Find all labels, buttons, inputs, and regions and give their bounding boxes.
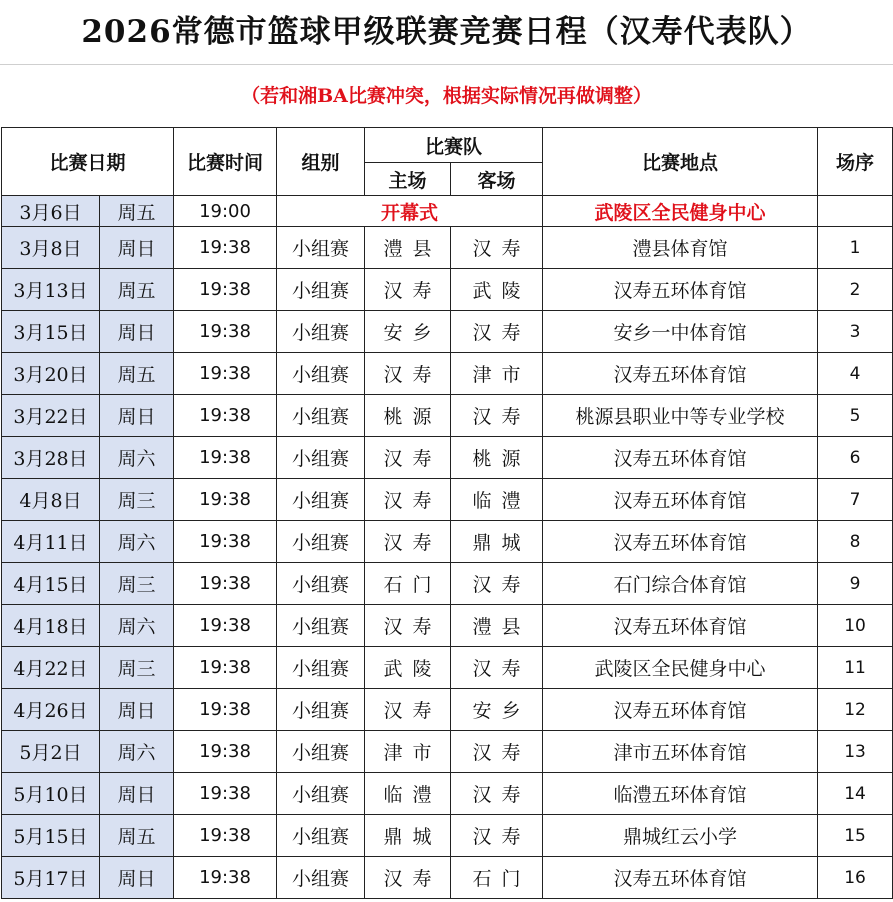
schedule-table [1, 127, 893, 899]
date-cell: 3月22日 [2, 395, 100, 437]
away-team-cell: 汉寿 [451, 563, 543, 605]
time-cell: 19:38 [174, 353, 277, 395]
table-row [2, 605, 893, 647]
header-date: 比赛日期 [2, 128, 174, 196]
table-row [2, 395, 893, 437]
weekday-cell: 周五 [100, 269, 174, 311]
date-cell: 4月15日 [2, 563, 100, 605]
ceremony-name: 开幕式 [277, 196, 543, 227]
time-cell: 19:38 [174, 269, 277, 311]
time-cell: 19:38 [174, 731, 277, 773]
away-team-cell: 汉寿 [451, 773, 543, 815]
home-team-cell: 桃源 [365, 395, 451, 437]
order-cell: 15 [818, 815, 893, 857]
header-home: 主场 [365, 163, 451, 196]
home-team-cell: 汉寿 [365, 353, 451, 395]
table-row [2, 479, 893, 521]
weekday-cell: 周日 [100, 689, 174, 731]
group-cell: 小组赛 [277, 563, 365, 605]
time-cell: 19:38 [174, 395, 277, 437]
weekday-cell: 周五 [100, 815, 174, 857]
order-cell: 4 [818, 353, 893, 395]
venue-cell: 汉寿五环体育馆 [543, 521, 818, 563]
time-cell: 19:38 [174, 689, 277, 731]
header-away: 客场 [451, 163, 543, 196]
time-cell: 19:38 [174, 521, 277, 563]
time-cell: 19:38 [174, 605, 277, 647]
time-cell: 19:38 [174, 311, 277, 353]
time-cell: 19:38 [174, 773, 277, 815]
venue-cell: 津市五环体育馆 [543, 731, 818, 773]
header-group: 组别 [277, 128, 365, 196]
table-row [2, 353, 893, 395]
venue-cell: 汉寿五环体育馆 [543, 437, 818, 479]
order-cell: 5 [818, 395, 893, 437]
group-cell: 小组赛 [277, 773, 365, 815]
home-team-cell: 汉寿 [365, 437, 451, 479]
home-team-cell: 石门 [365, 563, 451, 605]
home-team-cell: 汉寿 [365, 605, 451, 647]
date-cell: 3月13日 [2, 269, 100, 311]
order-cell: 11 [818, 647, 893, 689]
date-cell: 4月18日 [2, 605, 100, 647]
weekday-cell: 周日 [100, 395, 174, 437]
away-team-cell: 汉寿 [451, 815, 543, 857]
venue-cell: 汉寿五环体育馆 [543, 857, 818, 899]
weekday-cell: 周五 [100, 196, 174, 227]
date-cell: 3月6日 [2, 196, 100, 227]
group-cell: 小组赛 [277, 647, 365, 689]
weekday-cell: 周六 [100, 437, 174, 479]
weekday-cell: 周日 [100, 227, 174, 269]
table-row [2, 731, 893, 773]
table-row [2, 857, 893, 899]
away-team-cell: 临澧 [451, 479, 543, 521]
time-cell: 19:38 [174, 437, 277, 479]
group-cell: 小组赛 [277, 353, 365, 395]
header-venue: 比赛地点 [543, 128, 818, 196]
venue-cell: 桃源县职业中等专业学校 [543, 395, 818, 437]
date-cell: 5月17日 [2, 857, 100, 899]
away-team-cell: 汉寿 [451, 311, 543, 353]
table-row [2, 227, 893, 269]
date-cell: 4月22日 [2, 647, 100, 689]
venue-cell: 武陵区全民健身中心 [543, 647, 818, 689]
order-cell: 10 [818, 605, 893, 647]
table-row [2, 647, 893, 689]
date-cell: 3月20日 [2, 353, 100, 395]
group-cell: 小组赛 [277, 227, 365, 269]
venue-cell: 安乡一中体育馆 [543, 311, 818, 353]
away-team-cell: 鼎城 [451, 521, 543, 563]
time-cell: 19:38 [174, 479, 277, 521]
home-team-cell: 汉寿 [365, 269, 451, 311]
weekday-cell: 周三 [100, 563, 174, 605]
group-cell: 小组赛 [277, 311, 365, 353]
away-team-cell: 津市 [451, 353, 543, 395]
group-cell: 小组赛 [277, 815, 365, 857]
opening-ceremony-row [2, 196, 893, 227]
home-team-cell: 安乡 [365, 311, 451, 353]
home-team-cell: 鼎城 [365, 815, 451, 857]
page-title: 2026常德市篮球甲级联赛竞赛日程（汉寿代表队） [0, 0, 893, 65]
ceremony-venue: 武陵区全民健身中心 [543, 196, 818, 227]
order-cell: 14 [818, 773, 893, 815]
away-team-cell: 汉寿 [451, 647, 543, 689]
date-cell: 5月15日 [2, 815, 100, 857]
weekday-cell: 周六 [100, 605, 174, 647]
home-team-cell: 临澧 [365, 773, 451, 815]
venue-cell: 鼎城红云小学 [543, 815, 818, 857]
date-cell: 3月8日 [2, 227, 100, 269]
table-row [2, 815, 893, 857]
away-team-cell: 汉寿 [451, 395, 543, 437]
group-cell: 小组赛 [277, 605, 365, 647]
order-cell: 13 [818, 731, 893, 773]
table-row [2, 311, 893, 353]
time-cell: 19:38 [174, 227, 277, 269]
group-cell: 小组赛 [277, 269, 365, 311]
weekday-cell: 周六 [100, 521, 174, 563]
date-cell: 3月28日 [2, 437, 100, 479]
time-cell: 19:38 [174, 647, 277, 689]
group-cell: 小组赛 [277, 479, 365, 521]
venue-cell: 澧县体育馆 [543, 227, 818, 269]
home-team-cell: 武陵 [365, 647, 451, 689]
time-cell: 19:38 [174, 815, 277, 857]
order-cell [818, 196, 893, 227]
group-cell: 小组赛 [277, 395, 365, 437]
home-team-cell: 汉寿 [365, 521, 451, 563]
time-cell: 19:38 [174, 563, 277, 605]
table-row [2, 773, 893, 815]
away-team-cell: 武陵 [451, 269, 543, 311]
away-team-cell: 石门 [451, 857, 543, 899]
venue-cell: 临澧五环体育馆 [543, 773, 818, 815]
order-cell: 9 [818, 563, 893, 605]
weekday-cell: 周日 [100, 773, 174, 815]
order-cell: 1 [818, 227, 893, 269]
header-time: 比赛时间 [174, 128, 277, 196]
home-team-cell: 汉寿 [365, 479, 451, 521]
away-team-cell: 汉寿 [451, 227, 543, 269]
weekday-cell: 周日 [100, 311, 174, 353]
venue-cell: 石门综合体育馆 [543, 563, 818, 605]
home-team-cell: 汉寿 [365, 689, 451, 731]
weekday-cell: 周六 [100, 731, 174, 773]
home-team-cell: 汉寿 [365, 857, 451, 899]
order-cell: 8 [818, 521, 893, 563]
group-cell: 小组赛 [277, 857, 365, 899]
home-team-cell: 澧县 [365, 227, 451, 269]
order-cell: 7 [818, 479, 893, 521]
away-team-cell: 澧县 [451, 605, 543, 647]
date-cell: 4月11日 [2, 521, 100, 563]
date-cell: 4月8日 [2, 479, 100, 521]
weekday-cell: 周日 [100, 857, 174, 899]
away-team-cell: 汉寿 [451, 731, 543, 773]
table-row [2, 563, 893, 605]
table-row [2, 521, 893, 563]
group-cell: 小组赛 [277, 437, 365, 479]
group-cell: 小组赛 [277, 731, 365, 773]
order-cell: 16 [818, 857, 893, 899]
date-cell: 5月2日 [2, 731, 100, 773]
venue-cell: 汉寿五环体育馆 [543, 689, 818, 731]
header-teams: 比赛队 [365, 128, 543, 163]
order-cell: 6 [818, 437, 893, 479]
group-cell: 小组赛 [277, 521, 365, 563]
date-cell: 5月10日 [2, 773, 100, 815]
table-row [2, 437, 893, 479]
weekday-cell: 周五 [100, 353, 174, 395]
venue-cell: 汉寿五环体育馆 [543, 479, 818, 521]
venue-cell: 汉寿五环体育馆 [543, 269, 818, 311]
table-row [2, 269, 893, 311]
group-cell: 小组赛 [277, 689, 365, 731]
weekday-cell: 周三 [100, 647, 174, 689]
away-team-cell: 安乡 [451, 689, 543, 731]
order-cell: 3 [818, 311, 893, 353]
time-cell: 19:00 [174, 196, 277, 227]
venue-cell: 汉寿五环体育馆 [543, 605, 818, 647]
home-team-cell: 津市 [365, 731, 451, 773]
date-cell: 4月26日 [2, 689, 100, 731]
header-order: 场序 [818, 128, 893, 196]
order-cell: 2 [818, 269, 893, 311]
venue-cell: 汉寿五环体育馆 [543, 353, 818, 395]
order-cell: 12 [818, 689, 893, 731]
weekday-cell: 周三 [100, 479, 174, 521]
schedule-notice: （若和湘BA比赛冲突，根据实际情况再做调整） [241, 85, 652, 107]
time-cell: 19:38 [174, 857, 277, 899]
away-team-cell: 桃源 [451, 437, 543, 479]
date-cell: 3月15日 [2, 311, 100, 353]
table-row [2, 689, 893, 731]
